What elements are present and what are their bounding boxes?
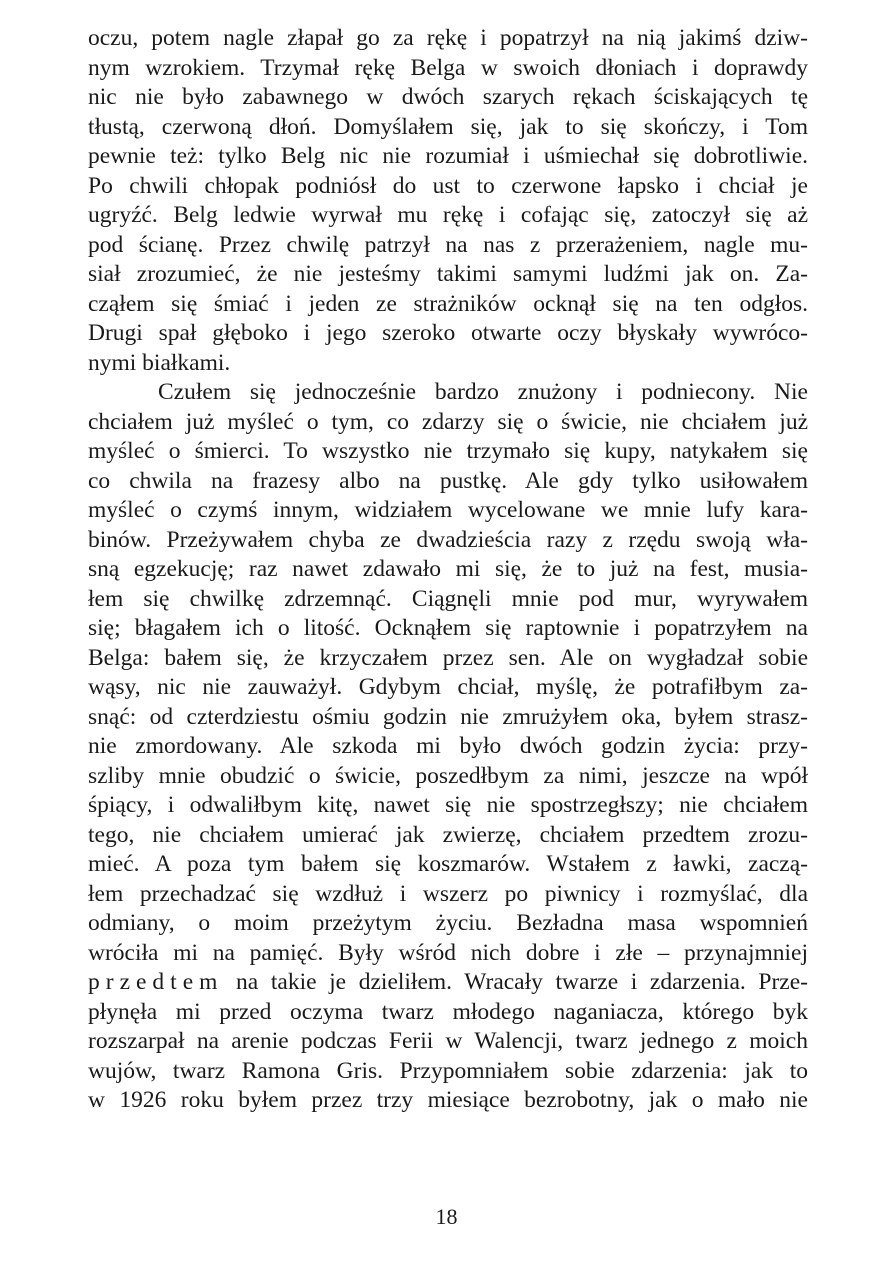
text-line: siał zrozumieć, że nie jesteśmy takimi samymi ludźmi jak on. Za- — [88, 261, 808, 287]
text-line: wujów, twarz Ramona Gris. Przypomniałem sobie zdarzenia: jak to — [88, 1057, 808, 1084]
text-line: płynęła mi przed oczyma twarz młodego naganiacza, którego byk — [88, 998, 808, 1025]
text-line: w 1926 roku byłem przez trzy miesiące bezrobotny, jak o mało nie — [88, 1087, 808, 1113]
text-line: wąsy, nic nie zauważył. Gdybym chciał, myślę, że potrafiłbym za- — [88, 674, 808, 700]
text-line: sną egzekucję; raz nawet zdawało mi się, że to już na fest, musia- — [88, 556, 808, 582]
text-line: tego, nie chciałem umierać jak zwierzę, chciałem przedtem zrozu- — [88, 821, 808, 848]
text-line: mieć. A poza tym bałem się koszmarów. Wstałem z ławki, zaczą- — [88, 851, 808, 877]
text-line: łem przechadzać się wzdłuż i wszerz po piwnicy i rozmyślać, dla — [88, 880, 808, 907]
text-line: pewnie też: tylko Belg nic nie rozumiał i uśmiechał się dobrotliwie. — [88, 143, 808, 169]
text-line: co chwila na frazesy albo na pustkę. Ale gdy tylko usiłowałem — [88, 467, 808, 494]
page-number: 18 — [435, 1204, 458, 1229]
text-line: nymi białkami. — [88, 349, 231, 376]
text-line: odmiany, o moim przeżytym życiu. Bezładna masa wspomnień — [88, 910, 808, 936]
text-line: Belga: bałem się, że krzyczałem przez sen. Ale on wygładzał sobie — [88, 644, 808, 671]
text-line: pod ścianę. Przez chwilę patrzył na nas z przerażeniem, nagle mu- — [88, 231, 808, 258]
text-line: myśleć o śmierci. To wszystko nie trzymało się kupy, natykałem się — [88, 438, 808, 464]
text-line: wróciła mi na pamięć. Były wśród nich dobre i złe – przynajmniej — [88, 939, 808, 966]
text-line: śpiący, i odwaliłbym kitę, nawet się nie spostrzegłszy; nie chciałem — [88, 792, 808, 818]
text-line: tłustą, czerwoną dłoń. Domyślałem się, jak to się skończy, i Tom — [88, 113, 808, 140]
paragraph-start-line: Czułem się jednocześnie bardzo znużony i podniecony. Nie — [158, 379, 808, 405]
text-line: się; błagałem ich o litość. Ocknąłem się raptownie i popatrzyłem na — [88, 615, 808, 641]
text-line: myśleć o czymś innym, widziałem wycelowane we mnie lufy kara- — [88, 497, 808, 523]
text-line: rozszarpał na arenie podczas Ferii w Walencji, twarz jednego z moich — [88, 1028, 808, 1054]
text-line: Drugi spał głęboko i jego szeroko otwarte oczy błyskały wywróco- — [88, 320, 808, 346]
text-line: szliby mnie obudzić o świcie, poszedłbym za nimi, jeszcze na wpół — [88, 762, 808, 789]
text-line: binów. Przeżywałem chyba ze dwadzieścia razy z rzędu swoją wła- — [88, 526, 808, 553]
text-line: oczu, potem nagle złapał go za rękę i popatrzył na nią jakimś dziw- — [88, 25, 808, 51]
text-line: Po chwili chłopak podniósł do ust to czerwone łapsko i chciał je — [88, 172, 808, 199]
text-line: nym wzrokiem. Trzymał rękę Belga w swoich dłoniach i doprawdy — [88, 54, 808, 81]
text-line: cząłem się śmiać i jeden ze strażników ocknął się na ten odgłos. — [88, 290, 808, 317]
text-line: snąć: od czterdziestu ośmiu godzin nie zmrużyłem oka, byłem strasz- — [88, 703, 808, 730]
text-line: chciałem już myśleć o tym, co zdarzy się o świcie, nie chciałem już — [88, 408, 808, 435]
text-line-rest: na takie je dzieliłem. Wracały twarze i zdarzenia. Prze- — [223, 969, 808, 995]
text-line: nic nie było zabawnego w dwóch szarych rękach ściskających tę — [88, 84, 808, 110]
spaced-emphasis-word: przedtem — [88, 969, 224, 995]
text-line-emphasis — [88, 968, 808, 998]
page-text — [88, 24, 808, 1116]
text-line: łem się chwilkę zdrzemnąć. Ciągnęli mnie pod mur, wyrywałem — [88, 585, 808, 612]
text-line: nie zmordowany. Ale szkoda mi było dwóch godzin życia: przy- — [88, 733, 808, 759]
text-line: ugryźć. Belg ledwie wyrwał mu rękę i cofając się, zatoczył się aż — [88, 202, 808, 228]
